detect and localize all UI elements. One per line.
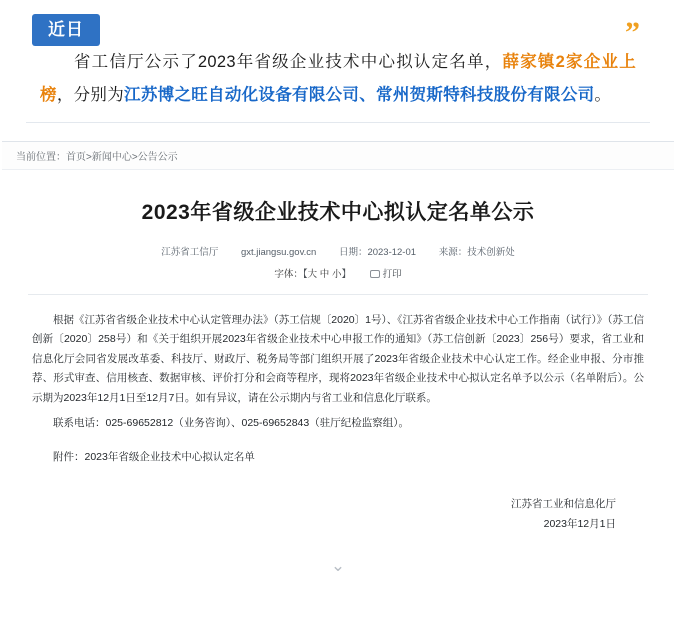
meta-site: gxt.jiangsu.gov.cn <box>240 247 317 258</box>
meta-source: 江苏省工信厅 <box>161 247 219 258</box>
bracket-close: 】 <box>341 269 351 280</box>
print-label: 打印 <box>382 269 402 280</box>
signature-org: 江苏省工业和信息化厅 <box>511 497 616 510</box>
lead-text-part2: ，分别为 <box>56 86 125 104</box>
meta-department: 来源：技术创新处 <box>438 247 515 258</box>
page-title: 2023年省级企业技术中心拟认定名单公示 <box>141 201 535 224</box>
quote-mark-icon: ” <box>625 16 638 49</box>
font-size-medium[interactable]: 中 <box>319 269 330 280</box>
lead-paragraph-container <box>26 42 650 123</box>
document-body <box>2 311 674 467</box>
meta-date: 日期：2023-12-01 <box>338 247 417 258</box>
printer-icon <box>370 270 380 278</box>
lead-text-part1: 省工信厅公示了2023年省级企业技术中心拟认定名单， <box>73 53 503 71</box>
body-paragraph-2: 联系电话：025-69652812（业务咨询）、025-69652843（驻厅纪检监察组）。 <box>53 417 409 430</box>
lead-emphasis-blue: 江苏博之旺自动化设备有限公司、常州贺斯特科技股份有限公司 <box>124 86 595 104</box>
font-size-label: 字体： <box>274 269 303 280</box>
attachment-line[interactable]: 附件：2023年省级企业技术中心拟认定名单 <box>53 450 255 463</box>
lead-text-part3: 。 <box>594 86 612 104</box>
signature-block <box>2 473 674 535</box>
lead-emphasis-orange: 薛家镇2家企业上榜 <box>40 53 636 104</box>
signature-date: 2023年12月1日 <box>543 517 616 530</box>
document-meta <box>2 244 674 266</box>
font-size-small[interactable]: 小 <box>331 269 342 280</box>
font-size-large[interactable]: 大 <box>307 269 318 280</box>
lead-paragraph <box>40 46 636 112</box>
print-button[interactable] <box>370 269 402 280</box>
highlight-card <box>0 0 676 141</box>
badge-row <box>16 0 660 49</box>
body-paragraph-1: 根据《江苏省省级企业技术中心认定管理办法》（苏工信规〔2020〕1号）、《江苏省省级企业技术中心工作指南（试行）》（苏工信创新〔2020〕258号）和《关于组织开展2023年省级企业技术中心申报工作的通知》（苏工信创新〔2023〕256号）要求，省工业和信息化厅会同省发展改革委、科技厅、财政厅、税务局等部门组织开展了2023年省级企业技术中心认定工作。经企业申报、分市推荐、形式审查、信用核查、数据审核、评价打分和会商等程序，现将2023年省级企业技术中心拟认定名单予以公示（名单附后）。公示期为2023年12月1日至12月7日。如有异议，请在公示期内与省工业和信息化厅联系。 <box>32 314 644 404</box>
date-badge: 近日 <box>32 14 100 46</box>
chevron-down-icon[interactable]: ⌄ <box>330 555 346 575</box>
document-panel <box>2 141 674 574</box>
bracket-open: 【 <box>302 269 308 280</box>
divider <box>28 294 648 295</box>
font-size-toolbar <box>2 266 674 294</box>
breadcrumb[interactable]: 当前位置：首页>新闻中心>公告公示 <box>2 141 674 170</box>
